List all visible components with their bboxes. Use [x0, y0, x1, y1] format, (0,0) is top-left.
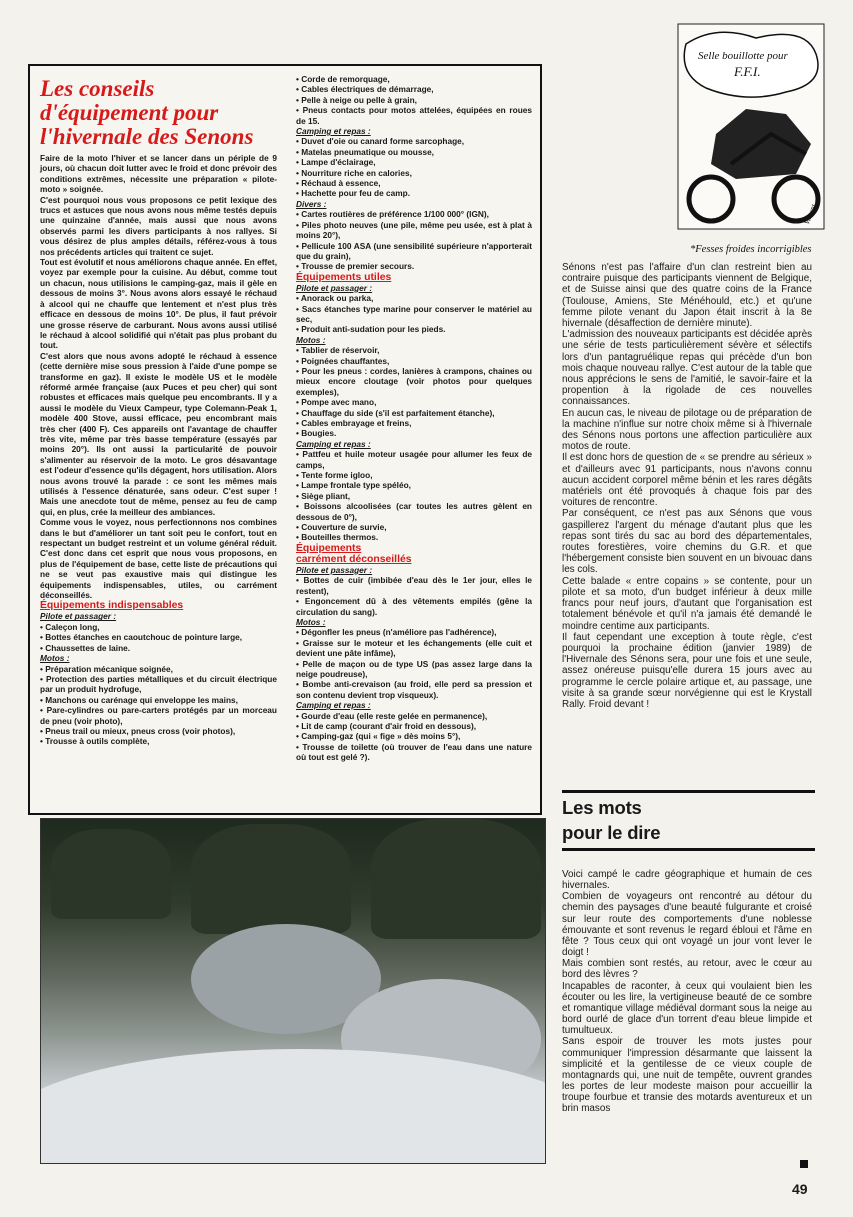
list-item: • Lampe frontale type spéléo, [296, 480, 411, 491]
list-item: • Caleçon long, [40, 621, 100, 632]
sub-label: Pilote et passager : [40, 611, 117, 622]
heading-indispensables: Équipements indispensables [40, 600, 184, 612]
list-item: • Corde de remorquage, [296, 74, 390, 84]
list-item: • Pare-cylindres ou pare-carters protégés par un morceau de pneu (voir photo), [40, 705, 277, 726]
mots-title-line1: Les mots [562, 797, 642, 818]
article-right-column [562, 262, 812, 710]
list-item: • Cartes routières de préférence 1/100 000° (IGN), [296, 209, 489, 220]
bubble-text-2: F.F.I. [734, 64, 761, 79]
snow-camp-photo [40, 818, 546, 1164]
illustration-signature: Vincent [803, 203, 818, 226]
article-paragraph: Il faut cependant une exception à toute règle, c'est pourquoi la prochaine édition (janvier 1989) de l'Hivernale des Sénons sera, pour une fois et une seule, assez onéreuse puisqu'elle durera 15 jours avec au programme le cercle polaire artique et, au passage, une visite à sa grande sœur norvégienne qui est le Krystall Rally. Froid devant ! [562, 631, 812, 710]
box-left-column [40, 153, 277, 747]
sub-label: Motos : [40, 653, 70, 664]
end-square-icon [800, 1160, 808, 1168]
list-item: • Trousse de toilette (où trouver de l'eau dans une nature où tout est gelé ?). [296, 741, 532, 763]
illustration-caption: *Fesses froides incorrigibles [690, 244, 812, 255]
cartoon-illustration [676, 14, 826, 260]
section-rule-top [562, 790, 815, 793]
article-paragraph: En aucun cas, le niveau de pilotage ou de préparation de la machine n'influe sur notre choix même si à l'hivernale des Sénons nous portons une affection particulière aux motos de route. [562, 407, 812, 453]
box-paragraph: Tout est évolutif et nous améliorons chaque année. En effet, voyez par exemple pour la cuisine. Au début, comme tout un chacun, nous utilisions le camping-gaz, mais il gèle en dessous de moins 3°. Nous avons alors essayé le réchaud à alcool qui ne chauffe que lentement et n'est plus très efficace en dessous de moins 10°. De plus, il faut prévoir une grosse réserve de carburant. Nous avons aussi utilisé le réchaud à alcool solidifié qui n'était pas plus probant du tout. [40, 257, 277, 351]
list-item: • Engoncement dû à des vêtements empilés (gêne la circulation du sang). [296, 596, 532, 617]
article-paragraph: Sénons n'est pas l'affaire d'un clan restreint bien au contraire puisque des participants viennent de Belgique, et de Suisse ainsi que des quatre coins de la France (Toulouse, Amiens, Ste Ménéhould, etc.) et qu'une femme pilote venant du Japon était inscrit à la 8e hivernale (désaffection de dernière minute). [562, 262, 812, 330]
list-item: • Pellicule 100 ASA (une sensibilité supérieure n'apporterait que du grain), [296, 240, 532, 261]
box-title: Les conseils d'équipement pour l'hivernale des Senons [40, 76, 254, 149]
list-item: • Bouteilles thermos. [296, 532, 379, 543]
article-paragraph: Par conséquent, ce n'est pas aux Sénons que vous gaspillerez l'argent du ménage d'autant plus que les repas sont tirés du sac au bord des départementales, routes forestières, voire chemins du G.R. et que l'hébergement consiste bien souvent en un bivouac dans les cols. [562, 508, 812, 576]
list-item: • Pelle de maçon ou de type US (pas assez large dans la neige poudreuse), [296, 658, 532, 679]
list-item: • Sacs étanches type marine pour conserver le matériel au sec, [296, 303, 532, 324]
section-rule-bottom [562, 848, 815, 851]
page-number: 49 [792, 1181, 808, 1197]
list-item: • Chauffage du side (s'il est parfaitement étanche), [296, 407, 495, 418]
heading-deconseilles-1: Équipements [296, 542, 362, 554]
sub-label: Pilote et passager : [296, 564, 373, 575]
list-item: • Tablier de réservoir, [296, 345, 380, 356]
list-item: • Bougies. [296, 428, 337, 439]
list-item: • Gourde d'eau (elle reste gelée en permanence), [296, 710, 488, 721]
list-item: • Produit anti-sudation pour les pieds. [296, 324, 446, 335]
list-item: • Bottes étanches en caoutchouc de pointure large, [40, 632, 243, 643]
list-item: • Bombe anti-crevaison (au froid, elle perd sa pression et son contenu devient trop visqueux). [296, 679, 532, 700]
list-item: • Réchaud à essence, [296, 178, 381, 189]
article-paragraph: L'admission des nouveaux participants est décidée après une série de tests particulièrement sévère et sélectifs lors d'un pantagruélique repas qui précède d'un bon mois chaque nouveau rallye. C'est autour de la table que nous apprécions le sens de l'amitié, le savoir-faire et la propention à la rigolade de ces nouvelles connaissances. [562, 329, 813, 408]
list-item: • Pneus contacts pour motos attelées, équipées en roues de 15. [296, 105, 532, 126]
list-item: • Nourriture riche en calories, [296, 167, 412, 178]
list-item: • Matelas pneumatique ou mousse, [296, 146, 434, 157]
box-paragraph: Comme vous le voyez, nous perfectionnons nos combines dans le but d'améliorer un tant soit peu le confort, tout en respectant un budget restreint et un volume général réduit. C'est donc dans cet esprit que nous vous proposons, en plus de l'équipement de base, cette liste de précautions qui ne se veut pas exaustive mais qui distingue les équipements indispensables, utiles, ou carrément déconseillés. [40, 517, 277, 601]
list-item: • Préparation mécanique soignée, [40, 663, 173, 674]
list-item: • Manchons ou carénage qui enveloppe les mains, [40, 694, 238, 705]
list-item: • Tente forme igloo, [296, 470, 373, 481]
heading-deconseilles-2: carrément déconseillés [296, 553, 412, 565]
sub-label: Divers : [296, 198, 327, 209]
list-item: • Piles photo neuves (une pile, même peu usée, est à plat à moins 20°), [296, 219, 532, 241]
article-paragraph: Incapables de raconter, à ceux qui voulaient bien les écouter ou les lire, la vertigineuse beauté de ce sombre et romantique village médiéval dormant sous la neige au bord ourlé de glace d'un torrent d'eau bleue limpide et tumultueux. [562, 980, 812, 1037]
list-item: • Hachette pour feu de camp. [296, 188, 411, 199]
sub-label: Camping et repas : [296, 700, 371, 711]
list-item: • Lit de camp (courant d'air froid en dessous), [296, 720, 477, 731]
list-item: • Pattfeu et huile moteur usagée pour allumer les feux de camps, [296, 449, 532, 470]
list-item: • Pompe avec mano, [296, 397, 377, 408]
sub-label: Camping et repas : [296, 126, 371, 137]
list-item: • Bottes de cuir (imbibée d'eau dès le 1er jour, elles le restent), [296, 575, 532, 596]
list-item: • Graisse sur le moteur et les échangements (elle cuit et devient une pâte infâme), [296, 637, 532, 659]
list-item: • Boissons alcoolisées (car toutes les autres gèlent en dessous de 0°), [296, 501, 532, 522]
heading-utiles: Équipements utiles [296, 271, 392, 283]
box-paragraph: Faire de la moto l'hiver et se lancer dans un périple de 9 jours, où chacun doit lutter avec le froid et donc prévoir des conditions extrêmes, nécessite une préparation « pilote-moto » soignée. [40, 153, 277, 195]
list-item: • Trousse de premier secours. [296, 261, 415, 272]
article-paragraph: Il est donc hors de question de « se prendre au sérieux » et d'ailleurs avec 91 participants, nous n'avons connu aucun accident corporel même bénin et les rares dégâts matériels ont été provoqués à chaque fois par des voitures de rencontre. [562, 452, 812, 509]
list-item: • Pelle à neige ou pelle à grain, [296, 94, 417, 105]
box-paragraph: C'est alors que nous avons adopté le réchaud à essence (cette dernière mise sous pression à l'aide d'une pompe se transforme en gaz). Il existe le modèle US et le modèle réformé armée française (aux Puces et peu cher) qui sont robustes et efficaces mais quelque peu encombrants. Il y a aussi le modèle du Vieux Campeur, type Colemann-Peak 1, modèle 400 Stove, aussi efficace, peu encombrant mais très cher (400 F). Ces appareils ont l'avantage de chauffer très vite, même par très basse température (essayés par moins 20°). Ils ont aussi la particularité de pouvoir s'alimenter au réservoir de la moto. Le gros désavantage est l'odeur d'essence qu'ils dégagent, hors utilisation. Alors nous avons trouvé la parade : ce sont les mêmes mais utilisés à l'essence dénaturée, sans odeur. C'est super ! Mais une anecdote tout de même, pensez au feu de camp qui, en plus, crée la meilleur des ambiances. [40, 350, 277, 517]
list-item: • Duvet d'oie ou canard forme sarcophage, [296, 136, 465, 147]
list-item: • Trousse à outils complète, [40, 736, 150, 747]
mots-section-title [562, 795, 812, 845]
list-item: • Poignées chauffantes, [296, 355, 390, 366]
sub-label: Pilote et passager : [296, 282, 373, 293]
article-paragraph: Mais combien sont restés, au retour, avec le cœur au bord des lèvres ? [562, 958, 812, 981]
article-paragraph: Combien de voyageurs ont rencontré au détour du chemin des paysages d'une beauté fulgurante et croisé sur leur route des comportements d'une noblesse émouvante et sont revenus le regard ébloui et l'âme en fête ? Tous ceux qui ont voyagé un jour vont lever le doigt ! [562, 891, 812, 959]
sub-label: Motos : [296, 616, 326, 627]
list-item: • Cables embrayage et freins, [296, 418, 412, 428]
list-item: • Camping-gaz (qui « fige » dès moins 5°), [296, 731, 461, 742]
list-item: • Cables électriques de démarrage, [296, 84, 434, 95]
box-middle-column [296, 74, 532, 763]
sub-label: Motos : [296, 334, 326, 345]
list-item: • Couverture de survie, [296, 522, 387, 533]
list-item: • Siège pliant, [296, 490, 351, 501]
bubble-text-1: Selle bouillotte pour [698, 50, 788, 62]
list-item: • Chaussettes de laine. [40, 642, 131, 653]
list-item: • Pneus trail ou mieux, pneus cross (voir photos), [40, 725, 236, 736]
list-item: • Protection des parties métalliques et du circuit électrique par un produit hydrofuge, [40, 673, 277, 695]
article-paragraph: Cette balade « entre copains » se contente, pour un pilote et sa moto, d'un budget inférieur à deux mille francs pour neuf jours, d'autant que l'organisation est totalement bénévole et qu'il n'a jamais été demandé le moindre centime aux participants. [562, 575, 812, 632]
list-item: • Anorack ou parka, [296, 293, 374, 304]
list-item: • Pour les pneus : cordes, lanières à crampons, chaines ou mieux encore cloutage (voir photos pour quelques exemples), [296, 365, 532, 397]
box-paragraph: C'est pourquoi nous vous proposons ce petit lexique des trucs et astuces que nous avons nous même testés depuis une quinzaine d'année, mais aussi que nous avons observés parmi les divers participants à nos rallyes. Si vous désirez de plus amples détails, référez-vous à tous nos précédents articles qui traitent ce sujet. [40, 194, 277, 257]
list-item: • Dégonfler les pneus (n'améliore pas l'adhérence), [296, 627, 497, 638]
sub-label: Camping et repas : [296, 438, 371, 449]
mots-title-line2: pour le dire [562, 822, 661, 843]
list-item: • Lampe d'éclairage, [296, 157, 376, 168]
article-paragraph: Sans espoir de trouver les mots justes pour communiquer l'impression désarmante que laissent la simplicité et la gentilesse de ce vieux couple de montagnards qui, une nuit de tempête, ouvrent grandes les portes de leur modeste maison pour accueillir la troupe fourbue et transie des motards aventureux et un brin masos [562, 1036, 812, 1115]
article-paragraph: Voici campé le cadre géographique et humain de ces hivernales. [562, 869, 812, 892]
mots-column [562, 869, 812, 1114]
